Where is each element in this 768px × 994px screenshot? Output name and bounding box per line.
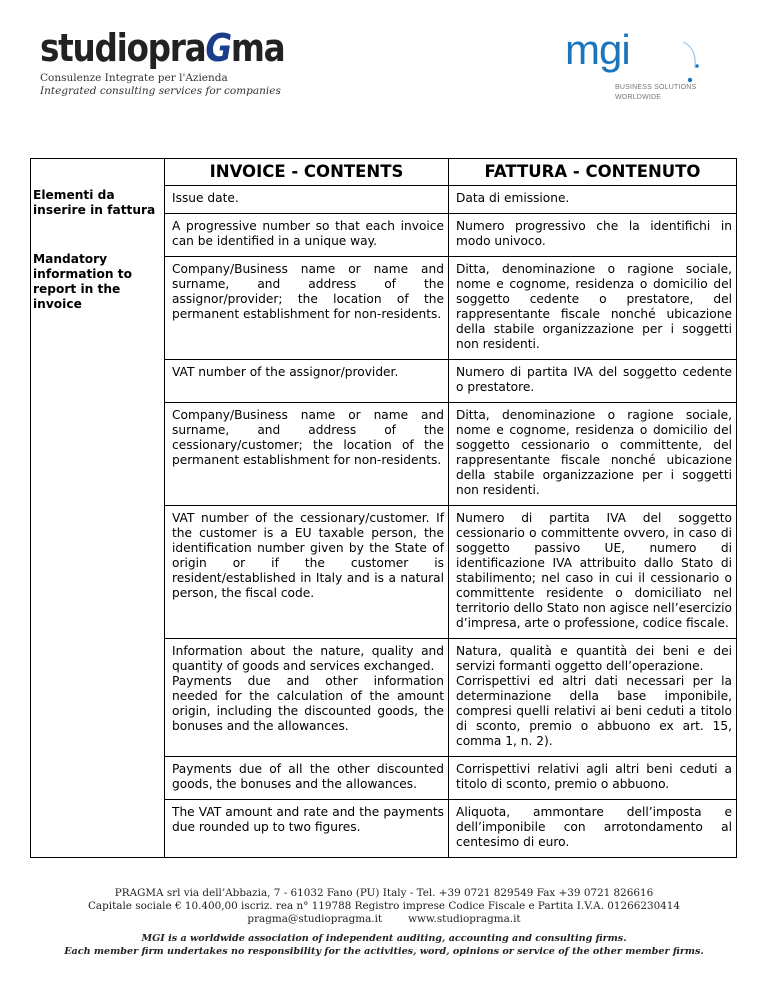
cell-en: VAT number of the assignor/provider.: [165, 360, 449, 403]
cell-en: Payments due and other information needed for the calculation of the amount origin, including the discounted goods, the bonuses and the allowances.: [165, 674, 449, 757]
left-label-it: Elementi da inserire in fattura: [33, 187, 156, 217]
table-header-row: [31, 159, 737, 186]
studiopragma-logo: [40, 26, 285, 98]
logo-tagline-it: Consulenze Integrate per l'Azienda: [40, 72, 228, 84]
disclaimer-line1: MGI is a worldwide association of independent auditing, accounting and consulting firms.: [141, 933, 627, 944]
logo-word-part2: ma: [230, 26, 285, 70]
cell-it: Corrispettivi relativi agli altri beni ceduti a titolo di sconto, premio o abbuono.: [449, 757, 737, 800]
mgi-subtitle: [615, 83, 696, 103]
invoice-contents-table: [30, 158, 737, 858]
company-footer: [0, 887, 768, 926]
cell-it: Ditta, denominazione o ragione sociale, nome e cognome, residenza o domicilio del soggetto cessionario o committente, del rappresentante fiscale nonché ubicazione della stabile organizzazione per i soggetti non residenti.: [449, 403, 737, 506]
mgi-disclaimer: [0, 932, 768, 958]
footer-registration-line: Capitale sociale € 10.400,00 iscriz. rea n° 119788 Registro imprese Codice Fiscale e Partita I.V.A. 01266230414: [87, 900, 681, 912]
cell-en: Company/Business name or name and surname, and address of the assignor/provider; the location of the permanent establishment for non-residents.: [165, 257, 449, 360]
logo-word-g: G: [205, 26, 231, 70]
mgi-subtitle-line2: WORLDWIDE: [615, 94, 662, 101]
footer-website-link[interactable]: www.studiopragma.it: [408, 913, 521, 925]
cell-it: Natura, qualità e quantità dei beni e dei servizi formanti oggetto dell’operazione.: [449, 639, 737, 675]
footer-address-line: PRAGMA srl via dell’Abbazia, 7 - 61032 Fano (PU) Italy - Tel. +39 0721 829549 Fax +39 0721 826616: [114, 887, 654, 899]
studiopragma-wordmark: [40, 26, 285, 70]
cell-en: VAT number of the cessionary/customer. If the customer is a EU taxable person, the identification number given by the State of origin or if the customer is resident/established in Italy and is a natural person, the fiscal code.: [165, 506, 449, 639]
cell-it: Corrispettivi ed altri dati necessari per la determinazione della base imponibile, compresi quelli relativi ai beni ceduti a titolo di sconto, premio o abbuono ex art. 15, comma 1, n. 2).: [449, 674, 737, 757]
footer-email-link[interactable]: pragma@studiopragma.it: [247, 913, 383, 925]
mgi-subtitle-line1: BUSINESS SOLUTIONS: [615, 84, 697, 91]
left-label-en: Mandatory information to report in the invoice: [33, 251, 132, 311]
cell-it: Data di emissione.: [449, 186, 737, 214]
cell-en: Payments due of all the other discounted goods, the bonuses and the allowances.: [165, 757, 449, 800]
cell-en: Issue date.: [165, 186, 449, 214]
cell-en: Information about the nature, quality and quantity of goods and services exchanged.: [165, 639, 449, 675]
logo-tagline-en: Integrated consulting services for companies: [40, 85, 281, 97]
mgi-logo: [565, 28, 745, 108]
header-it: FATTURA - CONTENUTO: [449, 159, 737, 186]
cell-it: Numero di partita IVA del soggetto cessionario o committente ovvero, in caso di soggetto passivo UE, numero di identificazione IVA attribuito dallo Stato di stabilimento; nel caso in cui il cessionario o committente residente o domiciliato nel territorio dello Stato non agisce nell’esercizio d’impresa, arte o professione, codice fiscale.: [449, 506, 737, 639]
cell-it: Numero di partita IVA del soggetto cedente o prestatore.: [449, 360, 737, 403]
left-label-cell: [31, 186, 165, 858]
cell-it: Ditta, denominazione o ragione sociale, nome e cognome, residenza o domicilio del soggetto cedente o prestatore, del rappresentante fiscale nonché ubicazione della stabile organizzazione per i soggetti non residenti.: [449, 257, 737, 360]
mgi-wordmark: mgi: [565, 26, 630, 73]
cell-it: Aliquota, ammontare dell’imposta e dell’imponibile con arrotondamento al centesimo di euro.: [449, 800, 737, 858]
cell-en: Company/Business name or name and surname, and address of the cessionary/customer; the location of the permanent establishment for non-residents.: [165, 403, 449, 506]
footer-contacts-line: [0, 913, 768, 926]
cell-en: A progressive number so that each invoice can be identified in a unique way.: [165, 214, 449, 257]
header-en: INVOICE - CONTENTS: [165, 159, 449, 186]
disclaimer-line2: Each member firm undertakes no responsibility for the activities, word, opinions or service of the other member firms.: [64, 946, 704, 957]
header-empty-cell: [31, 159, 165, 186]
cell-en: The VAT amount and rate and the payments due rounded up to two figures.: [165, 800, 449, 858]
logo-word-part1: studiopra: [40, 26, 206, 70]
table-row: [31, 186, 737, 214]
cell-it: Numero progressivo che la identifichi in modo univoco.: [449, 214, 737, 257]
